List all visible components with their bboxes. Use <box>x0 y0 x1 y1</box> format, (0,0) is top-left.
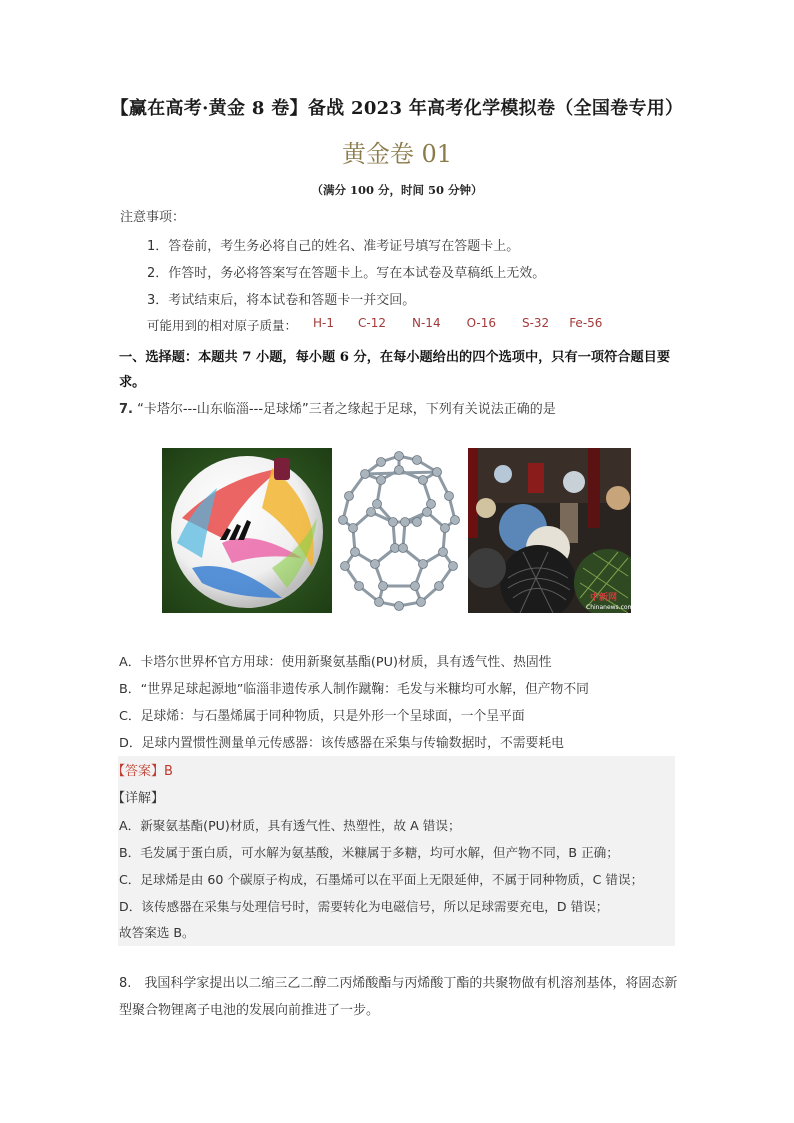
notice-item: 3．考试结束后，将本试卷和答题卡一并交回。 <box>147 293 416 308</box>
question-number: 7. <box>119 402 133 417</box>
option-d: D．足球内置惯性测量单元传感器：该传感器在采集与传输数据时，不需要耗电 <box>119 736 564 751</box>
answer-label: 【答案】 <box>112 764 165 779</box>
detail-line: C．足球烯是由 60 个碳原子构成，石墨烯可以在平面上无限延伸，不属于同种物质，C 错误； <box>119 872 644 887</box>
score-time: （满分 100 分，时间 50 分钟） <box>311 183 483 197</box>
question-8-stem: 8. 我国科学家提出以二缩三乙二醇二丙烯酸酯与丙烯酸丁酯的共聚物做有机溶剂基体，将固态新型聚合物锂离子电池的发展向前推进了一步。 <box>119 976 678 1018</box>
mass-value: S-32 <box>521 316 550 330</box>
exam-title: 【赢在高考·黄金 8 卷】备战 2023 年高考化学模拟卷（全国卷专用） <box>110 98 684 119</box>
question-text: “卡塔尔---山东临淄---足球烯”三者之缘起于足球，下列有关说法正确的是 <box>137 402 556 417</box>
detail-line: B．毛发属于蛋白质，可水解为氨基酸，米糠属于多糖，均可水解，但产物不同，B 正确； <box>119 845 619 860</box>
notice-item: 1．答卷前，考生务必将自己的姓名、准考证号填写在答题卡上。 <box>147 239 520 254</box>
mass-value: C-12 <box>358 316 386 330</box>
soccer-ball-photo <box>162 448 332 613</box>
question-7-stem <box>119 398 556 417</box>
mass-value: Fe-56 <box>569 316 603 330</box>
answer-line <box>112 760 173 779</box>
watermark-text: Chinanews.com <box>586 604 631 611</box>
mass-value: H-1 <box>313 316 335 330</box>
cuju-balls-photo <box>468 448 631 613</box>
option-c: C．足球烯：与石墨烯属于同种物质，只是外形一个呈球面，一个呈平面 <box>119 709 525 724</box>
masses-label: 可能用到的相对原子质量： <box>147 318 298 333</box>
atomic-masses <box>147 316 602 334</box>
section-heading: 一、选择题：本题共 7 小题，每小题 6 分，在每小题给出的四个选项中，只有一项符合题目要求。 <box>119 350 671 390</box>
option-b: B．“世界足球起源地”临淄非遗传承人制作蹴鞠：毛发与米糠均可水解，但产物不同 <box>119 682 589 697</box>
answer-value: B <box>164 764 173 779</box>
mass-value: O-16 <box>466 316 496 330</box>
detail-label: 【详解】 <box>112 791 165 806</box>
detail-line: A．新聚氨基酯(PU)材质，具有透气性、热塑性，故 A 错误； <box>119 818 461 833</box>
mass-value: N-14 <box>412 316 441 330</box>
paper-subtitle: 黄金卷 01 <box>341 140 453 168</box>
fullerene-model <box>335 448 463 613</box>
detail-line: 故答案选 B。 <box>119 925 195 940</box>
notice-heading: 注意事项： <box>120 210 186 225</box>
notice-item: 2．作答时，务必将答案写在答题卡上。写在本试卷及草稿纸上无效。 <box>147 266 546 281</box>
watermark-logo: 中新网 <box>590 593 618 603</box>
option-a: A．卡塔尔世界杯官方用球：使用新聚氨基酯(PU)材质，具有透气性、热固性 <box>119 655 552 670</box>
detail-line: D．该传感器在采集与处理信号时，需要转化为电磁信号，所以足球需要充电，D 错误； <box>119 899 609 914</box>
